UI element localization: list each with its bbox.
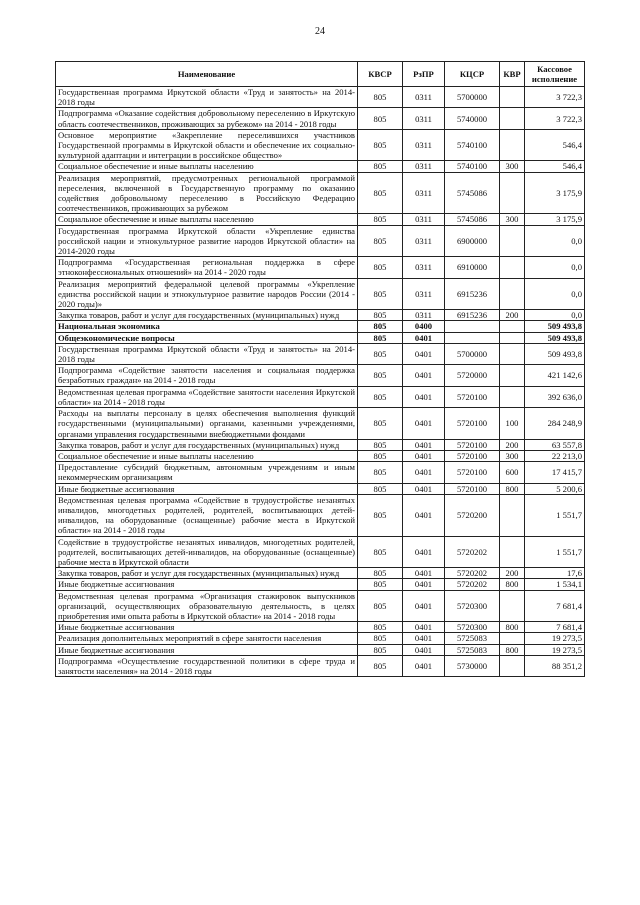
cell-kcsr: 5720100 bbox=[445, 439, 500, 450]
cell-kvr bbox=[500, 590, 525, 622]
budget-table bbox=[55, 61, 585, 677]
table-row bbox=[56, 310, 585, 321]
cell-kcsr: 6910000 bbox=[445, 257, 500, 278]
table-row bbox=[56, 172, 585, 214]
cell-kvsr: 805 bbox=[358, 214, 403, 225]
cell-amount: 0,0 bbox=[525, 310, 585, 321]
cell-rzpr: 0401 bbox=[403, 439, 445, 450]
cell-kvsr: 805 bbox=[358, 257, 403, 278]
table-row bbox=[56, 129, 585, 161]
cell-kvr bbox=[500, 343, 525, 364]
cell-kvsr: 805 bbox=[358, 644, 403, 655]
cell-amount: 421 142,6 bbox=[525, 365, 585, 386]
cell-kvsr: 805 bbox=[358, 483, 403, 494]
cell-kvsr: 805 bbox=[358, 161, 403, 172]
header-name: Наименование bbox=[56, 62, 358, 87]
cell-kcsr: 5700000 bbox=[445, 87, 500, 108]
cell-rzpr: 0401 bbox=[403, 536, 445, 568]
cell-kvsr: 805 bbox=[358, 365, 403, 386]
cell-amount: 509 493,8 bbox=[525, 321, 585, 332]
cell-kvsr: 805 bbox=[358, 225, 403, 257]
cell-kvsr: 805 bbox=[358, 450, 403, 461]
cell-amount: 17 415,7 bbox=[525, 462, 585, 483]
cell-name: Основное мероприятие «Закрепление переселившихся участников Государственной программы в Иркутской области и обеспечение их социально-культурной адаптации и интеграции в российское общество» bbox=[56, 129, 358, 161]
cell-kvsr: 805 bbox=[358, 129, 403, 161]
cell-amount: 0,0 bbox=[525, 257, 585, 278]
cell-kvsr: 805 bbox=[358, 332, 403, 343]
cell-kvr bbox=[500, 225, 525, 257]
cell-kvsr: 805 bbox=[358, 108, 403, 129]
cell-kvr bbox=[500, 365, 525, 386]
cell-kcsr: 5720300 bbox=[445, 590, 500, 622]
table-row bbox=[56, 408, 585, 440]
table-row bbox=[56, 450, 585, 461]
cell-name: Общеэкономические вопросы bbox=[56, 332, 358, 343]
cell-rzpr: 0401 bbox=[403, 644, 445, 655]
cell-rzpr: 0311 bbox=[403, 257, 445, 278]
cell-kvr: 200 bbox=[500, 568, 525, 579]
cell-name: Содействие в трудоустройстве незанятых инвалидов, многодетных родителей, родителей, воспитывающих детей-инвалидов, на оборудованные (оснащенные) рабочие места в Иркутской области bbox=[56, 536, 358, 568]
cell-rzpr: 0311 bbox=[403, 278, 445, 310]
cell-kvr: 800 bbox=[500, 483, 525, 494]
cell-amount: 63 557,8 bbox=[525, 439, 585, 450]
cell-rzpr: 0401 bbox=[403, 622, 445, 633]
header-row bbox=[56, 62, 585, 87]
cell-rzpr: 0311 bbox=[403, 172, 445, 214]
cell-rzpr: 0401 bbox=[403, 568, 445, 579]
cell-amount: 22 213,0 bbox=[525, 450, 585, 461]
table-row bbox=[56, 332, 585, 343]
cell-kcsr bbox=[445, 321, 500, 332]
cell-kvr: 600 bbox=[500, 462, 525, 483]
cell-name: Социальное обеспечение и иные выплаты населению bbox=[56, 450, 358, 461]
cell-kcsr: 5720202 bbox=[445, 568, 500, 579]
cell-kvr: 200 bbox=[500, 439, 525, 450]
cell-amount: 284 248,9 bbox=[525, 408, 585, 440]
cell-rzpr: 0401 bbox=[403, 332, 445, 343]
cell-name: Государственная программа Иркутской области «Труд и занятость» на 2014-2018 годы bbox=[56, 343, 358, 364]
cell-kvsr: 805 bbox=[358, 494, 403, 536]
table-row bbox=[56, 257, 585, 278]
cell-kvr bbox=[500, 386, 525, 407]
cell-kvr: 300 bbox=[500, 214, 525, 225]
cell-name: Закупка товаров, работ и услуг для государственных (муниципальных) нужд bbox=[56, 568, 358, 579]
cell-name: Ведомственная целевая программа «Организация стажировок выпускников организаций, осуществляющих образовательную деятельность, в целях приобретения ими опыта работы в Иркутской области» на 2014 - 2018 годы bbox=[56, 590, 358, 622]
cell-name: Государственная программа Иркутской области «Труд и занятость» на 2014-2018 годы bbox=[56, 87, 358, 108]
cell-kvsr: 805 bbox=[358, 172, 403, 214]
header-kcsr: КЦСР bbox=[445, 62, 500, 87]
cell-amount: 3 722,3 bbox=[525, 108, 585, 129]
header-rzpr: РзПР bbox=[403, 62, 445, 87]
cell-name: Подпрограмма «Содействие занятости населения и социальная поддержка безработных граждан» на 2014 - 2018 годы bbox=[56, 365, 358, 386]
table-row bbox=[56, 439, 585, 450]
table-row bbox=[56, 462, 585, 483]
cell-kvsr: 805 bbox=[358, 386, 403, 407]
cell-rzpr: 0401 bbox=[403, 462, 445, 483]
table-row bbox=[56, 161, 585, 172]
cell-kvsr: 805 bbox=[358, 321, 403, 332]
table-row bbox=[56, 108, 585, 129]
cell-kcsr: 5720100 bbox=[445, 462, 500, 483]
cell-rzpr: 0311 bbox=[403, 129, 445, 161]
cell-kcsr: 5740100 bbox=[445, 161, 500, 172]
cell-rzpr: 0401 bbox=[403, 386, 445, 407]
cell-name: Закупка товаров, работ и услуг для государственных (муниципальных) нужд bbox=[56, 310, 358, 321]
cell-rzpr: 0401 bbox=[403, 494, 445, 536]
table-body bbox=[56, 87, 585, 677]
cell-kvr: 800 bbox=[500, 622, 525, 633]
cell-name: Иные бюджетные ассигнования bbox=[56, 579, 358, 590]
cell-kvsr: 805 bbox=[358, 622, 403, 633]
cell-kvr bbox=[500, 87, 525, 108]
cell-kcsr: 5740100 bbox=[445, 129, 500, 161]
cell-kcsr: 5720100 bbox=[445, 450, 500, 461]
cell-rzpr: 0311 bbox=[403, 87, 445, 108]
cell-name: Реализация дополнительных мероприятий в сфере занятости населения bbox=[56, 633, 358, 644]
cell-kvsr: 805 bbox=[358, 536, 403, 568]
cell-kvsr: 805 bbox=[358, 590, 403, 622]
cell-kvsr: 805 bbox=[358, 310, 403, 321]
cell-kcsr: 5720100 bbox=[445, 386, 500, 407]
cell-rzpr: 0401 bbox=[403, 408, 445, 440]
cell-amount: 1 551,7 bbox=[525, 536, 585, 568]
cell-amount: 0,0 bbox=[525, 278, 585, 310]
cell-rzpr: 0401 bbox=[403, 633, 445, 644]
cell-kvr: 800 bbox=[500, 579, 525, 590]
cell-kvr bbox=[500, 633, 525, 644]
cell-kcsr: 6915236 bbox=[445, 278, 500, 310]
table-row bbox=[56, 622, 585, 633]
cell-kvr: 300 bbox=[500, 450, 525, 461]
cell-kcsr: 5745086 bbox=[445, 172, 500, 214]
cell-kcsr: 5720100 bbox=[445, 408, 500, 440]
cell-kvr bbox=[500, 257, 525, 278]
cell-amount: 88 351,2 bbox=[525, 655, 585, 676]
cell-kcsr bbox=[445, 332, 500, 343]
cell-kvr bbox=[500, 129, 525, 161]
table-row bbox=[56, 483, 585, 494]
table-row bbox=[56, 536, 585, 568]
cell-name: Иные бюджетные ассигнования bbox=[56, 483, 358, 494]
cell-amount: 509 493,8 bbox=[525, 332, 585, 343]
cell-kvsr: 805 bbox=[358, 633, 403, 644]
cell-name: Подпрограмма «Осуществление государственной политики в сфере труда и занятости населения» на 2014 - 2018 годы bbox=[56, 655, 358, 676]
cell-kcsr: 5730000 bbox=[445, 655, 500, 676]
table-row bbox=[56, 590, 585, 622]
cell-kcsr: 5740000 bbox=[445, 108, 500, 129]
table-row bbox=[56, 365, 585, 386]
cell-kcsr: 6915236 bbox=[445, 310, 500, 321]
cell-rzpr: 0311 bbox=[403, 310, 445, 321]
cell-rzpr: 0400 bbox=[403, 321, 445, 332]
cell-kvsr: 805 bbox=[358, 579, 403, 590]
header-kvsr: КВСР bbox=[358, 62, 403, 87]
header-kvr: КВР bbox=[500, 62, 525, 87]
table-row bbox=[56, 655, 585, 676]
cell-kcsr: 5720300 bbox=[445, 622, 500, 633]
cell-rzpr: 0401 bbox=[403, 343, 445, 364]
table-row bbox=[56, 568, 585, 579]
cell-amount: 1 534,1 bbox=[525, 579, 585, 590]
cell-rzpr: 0401 bbox=[403, 590, 445, 622]
cell-amount: 1 551,7 bbox=[525, 494, 585, 536]
cell-name: Ведомственная целевая программа «Содействие занятости населения Иркутской области» на 2014 - 2018 годы bbox=[56, 386, 358, 407]
table-row bbox=[56, 386, 585, 407]
cell-kvr bbox=[500, 278, 525, 310]
cell-kvr bbox=[500, 332, 525, 343]
cell-rzpr: 0311 bbox=[403, 161, 445, 172]
cell-kvr bbox=[500, 172, 525, 214]
cell-amount: 19 273,5 bbox=[525, 644, 585, 655]
cell-kvr: 800 bbox=[500, 644, 525, 655]
cell-amount: 3 722,3 bbox=[525, 87, 585, 108]
table-row bbox=[56, 278, 585, 310]
table-row bbox=[56, 225, 585, 257]
cell-kvsr: 805 bbox=[358, 439, 403, 450]
cell-rzpr: 0401 bbox=[403, 483, 445, 494]
cell-amount: 546,4 bbox=[525, 161, 585, 172]
cell-kcsr: 5700000 bbox=[445, 343, 500, 364]
cell-rzpr: 0401 bbox=[403, 579, 445, 590]
page-number: 24 bbox=[315, 26, 325, 37]
table-row bbox=[56, 343, 585, 364]
cell-amount: 509 493,8 bbox=[525, 343, 585, 364]
header-amount: Кассовое исполнение bbox=[525, 62, 585, 87]
cell-kvsr: 805 bbox=[358, 408, 403, 440]
cell-name: Ведомственная целевая программа «Содействие в трудоустройстве незанятых инвалидов, многодетных родителей, родителей, воспитывающих детей-инвалидов, на оборудованные (оснащенные) рабочие места в Иркутской области» на 2014 - 2018 годы bbox=[56, 494, 358, 536]
cell-kcsr: 5720202 bbox=[445, 536, 500, 568]
cell-kvr: 300 bbox=[500, 161, 525, 172]
cell-rzpr: 0401 bbox=[403, 655, 445, 676]
cell-amount: 392 636,0 bbox=[525, 386, 585, 407]
cell-kvsr: 805 bbox=[358, 568, 403, 579]
table-row bbox=[56, 214, 585, 225]
cell-amount: 3 175,9 bbox=[525, 172, 585, 214]
cell-kvsr: 805 bbox=[358, 87, 403, 108]
cell-amount: 0,0 bbox=[525, 225, 585, 257]
cell-name: Иные бюджетные ассигнования bbox=[56, 622, 358, 633]
cell-amount: 17,6 bbox=[525, 568, 585, 579]
cell-kcsr: 5720000 bbox=[445, 365, 500, 386]
cell-name: Закупка товаров, работ и услуг для государственных (муниципальных) нужд bbox=[56, 439, 358, 450]
table-row bbox=[56, 644, 585, 655]
cell-kvr bbox=[500, 536, 525, 568]
cell-name: Расходы на выплаты персоналу в целях обеспечения выполнения функций государственными (муниципальными) органами, казенными учреждениями, органами управления государственными внебюджетными фондами bbox=[56, 408, 358, 440]
table-row bbox=[56, 494, 585, 536]
cell-rzpr: 0311 bbox=[403, 108, 445, 129]
cell-kvsr: 805 bbox=[358, 655, 403, 676]
cell-name: Реализация мероприятий, предусмотренных региональной программой переселения, включенной в Государственную программу по оказанию содействия добровольному переселению в Российскую Федерацию соотечественников, проживающих за рубежом bbox=[56, 172, 358, 214]
cell-kcsr: 5720200 bbox=[445, 494, 500, 536]
cell-name: Социальное обеспечение и иные выплаты населению bbox=[56, 161, 358, 172]
cell-name: Реализация мероприятий федеральной целевой программы «Укрепление единства российской нации и этнокультурное развитие народов России (2014 - 2020 годы)» bbox=[56, 278, 358, 310]
cell-kcsr: 5745086 bbox=[445, 214, 500, 225]
table-row bbox=[56, 579, 585, 590]
cell-kcsr: 6900000 bbox=[445, 225, 500, 257]
cell-kvr bbox=[500, 655, 525, 676]
cell-kvr bbox=[500, 494, 525, 536]
cell-amount: 5 200,6 bbox=[525, 483, 585, 494]
table-row bbox=[56, 633, 585, 644]
cell-name: Иные бюджетные ассигнования bbox=[56, 644, 358, 655]
table-row bbox=[56, 87, 585, 108]
cell-name: Национальная экономика bbox=[56, 321, 358, 332]
cell-kvsr: 805 bbox=[358, 343, 403, 364]
cell-kvr: 200 bbox=[500, 310, 525, 321]
cell-kcsr: 5725083 bbox=[445, 633, 500, 644]
cell-rzpr: 0311 bbox=[403, 214, 445, 225]
cell-amount: 3 175,9 bbox=[525, 214, 585, 225]
cell-kvr bbox=[500, 321, 525, 332]
cell-kvr bbox=[500, 108, 525, 129]
cell-kcsr: 5720100 bbox=[445, 483, 500, 494]
cell-name: Подпрограмма «Государственная региональная поддержка в сфере этноконфессиональных отношений» на 2014 - 2020 годы bbox=[56, 257, 358, 278]
cell-rzpr: 0401 bbox=[403, 365, 445, 386]
cell-amount: 546,4 bbox=[525, 129, 585, 161]
table-row bbox=[56, 321, 585, 332]
cell-name: Государственная программа Иркутской области «Укрепление единства российской нации и этнокультурное развитие народов Иркутской области» на 2014-2020 годы bbox=[56, 225, 358, 257]
cell-kcsr: 5720202 bbox=[445, 579, 500, 590]
cell-kcsr: 5725083 bbox=[445, 644, 500, 655]
cell-amount: 7 681,4 bbox=[525, 622, 585, 633]
cell-rzpr: 0401 bbox=[403, 450, 445, 461]
cell-name: Социальное обеспечение и иные выплаты населению bbox=[56, 214, 358, 225]
cell-kvsr: 805 bbox=[358, 462, 403, 483]
cell-amount: 19 273,5 bbox=[525, 633, 585, 644]
cell-name: Предоставление субсидий бюджетным, автономным учреждениям и иным некоммерческим организациям bbox=[56, 462, 358, 483]
cell-amount: 7 681,4 bbox=[525, 590, 585, 622]
cell-rzpr: 0311 bbox=[403, 225, 445, 257]
cell-kvr: 100 bbox=[500, 408, 525, 440]
cell-name: Подпрограмма «Оказание содействия добровольному переселению в Иркутскую область соотечественников, проживающих за рубежом» на 2014 - 2018 годы bbox=[56, 108, 358, 129]
cell-kvsr: 805 bbox=[358, 278, 403, 310]
